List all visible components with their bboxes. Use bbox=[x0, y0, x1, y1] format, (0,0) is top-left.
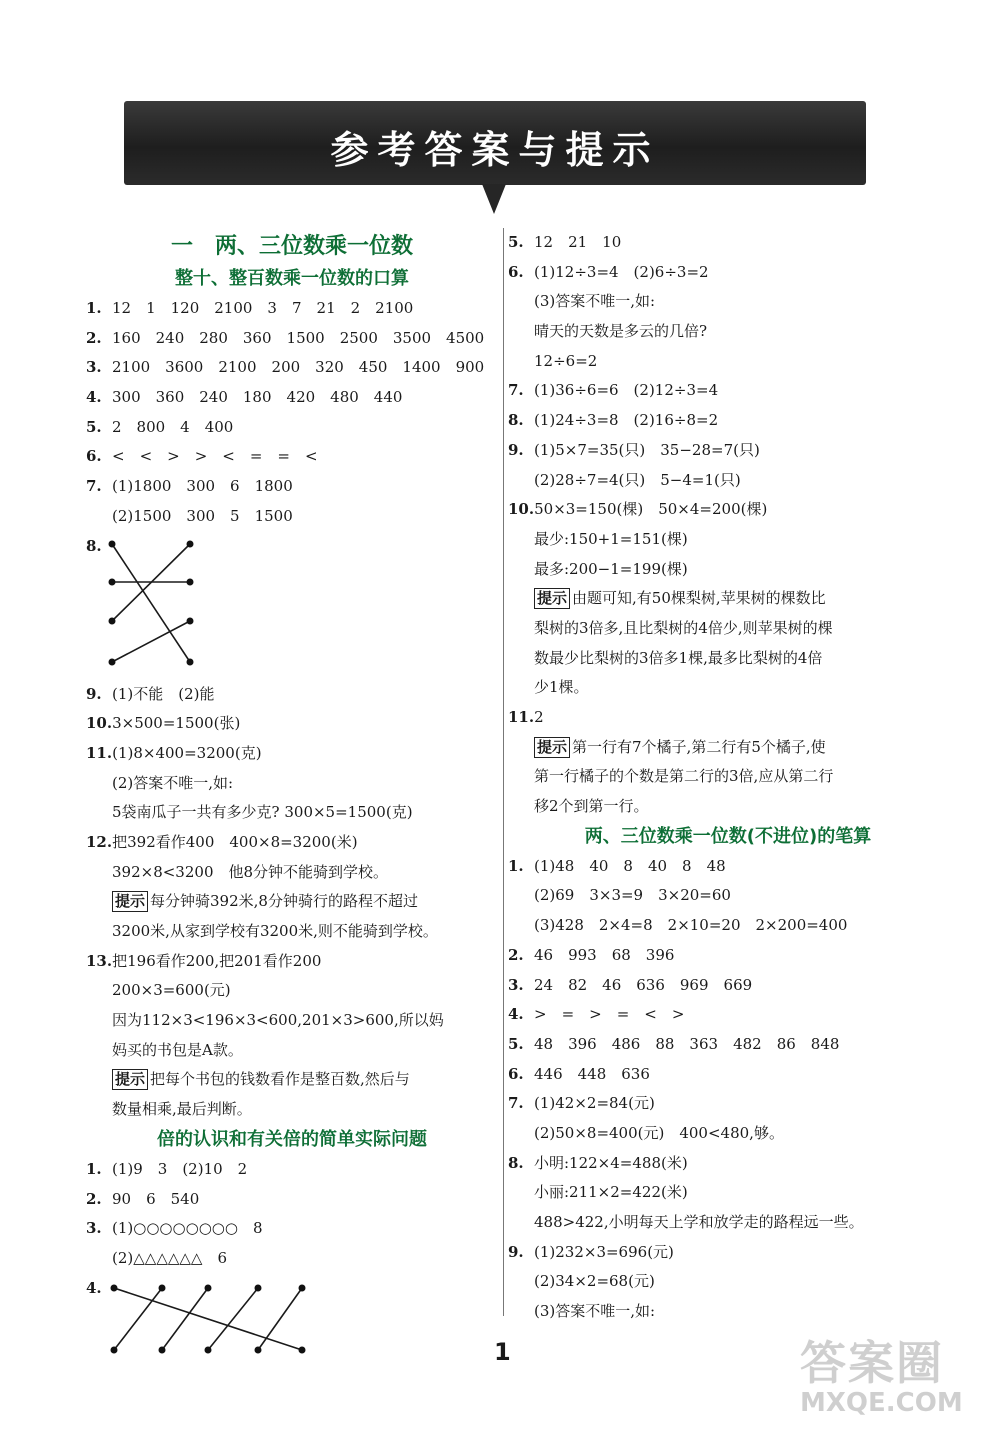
question-number: 6. bbox=[508, 1064, 524, 1083]
dot bbox=[299, 1346, 306, 1353]
section-title: 倍的认识和有关倍的简单实际问题 bbox=[157, 1128, 427, 1150]
dot bbox=[205, 1346, 212, 1353]
answer-line: 392×8<3200 他8分钟不能骑到学校。 bbox=[112, 862, 389, 881]
question-number: 7. bbox=[508, 1094, 524, 1113]
answer-text: (1)36÷6=6 (2)12÷3=4 bbox=[534, 381, 719, 400]
connector-line bbox=[162, 1288, 208, 1350]
column-divider bbox=[503, 228, 504, 1316]
dot bbox=[205, 1284, 212, 1291]
question-number: 5. bbox=[508, 233, 524, 251]
answer-text: 小明:122×4=488(米) bbox=[534, 1153, 688, 1172]
dot bbox=[159, 1346, 166, 1353]
header-banner bbox=[124, 101, 866, 185]
answer-line: 移2个到第一行。 bbox=[534, 797, 649, 816]
answer-row bbox=[508, 941, 948, 971]
answer-row bbox=[86, 532, 498, 680]
answer-text: (1)不能 (2)能 bbox=[112, 684, 215, 703]
question-number: 5. bbox=[508, 1034, 524, 1053]
hint-label: 提示 bbox=[112, 891, 148, 912]
answer-row bbox=[86, 1185, 498, 1215]
question-number: 5. bbox=[86, 417, 102, 436]
answer-row bbox=[508, 1060, 948, 1090]
answer-text: 48 396 486 88 363 482 86 848 bbox=[534, 1034, 840, 1053]
answer-row bbox=[508, 1000, 948, 1030]
dot bbox=[187, 658, 194, 665]
question-number: 4. bbox=[86, 1278, 102, 1297]
question-number: 7. bbox=[86, 477, 102, 496]
answer-line: 200×3=600(元) bbox=[112, 981, 231, 1000]
question-number: 13. bbox=[86, 951, 113, 970]
dot bbox=[111, 1346, 118, 1353]
dot bbox=[187, 617, 194, 624]
watermark-url: MXQE.COM bbox=[800, 1388, 963, 1418]
answer-line: 3200米,从家到学校有3200米,则不能骑到学校。 bbox=[112, 922, 438, 940]
answer-row bbox=[508, 852, 948, 882]
watermark bbox=[800, 1338, 980, 1426]
answer-line: (3)428 2×4=8 2×10=20 2×200=400 bbox=[534, 916, 848, 935]
question-number: 4. bbox=[508, 1005, 524, 1024]
answer-row bbox=[508, 1089, 948, 1119]
hint-row bbox=[508, 733, 948, 763]
matching-diagram bbox=[106, 538, 202, 668]
answer-row bbox=[86, 442, 498, 472]
answer-text: 2 800 4 400 bbox=[112, 417, 234, 436]
answer-text: 2100 3600 2100 200 320 450 1400 900 bbox=[112, 358, 485, 377]
hint-label: 提示 bbox=[534, 737, 570, 758]
answer-line: 最少:150+1=151(棵) bbox=[534, 529, 688, 548]
dot bbox=[299, 1284, 306, 1291]
dot bbox=[159, 1284, 166, 1291]
answer-text: (1)42×2=84(元) bbox=[534, 1094, 655, 1113]
answer-text: (1)12÷3=4 (2)6÷3=2 bbox=[534, 262, 709, 281]
right-column bbox=[508, 228, 948, 1327]
answer-text: 2 bbox=[534, 708, 544, 726]
answer-line: 因为112×3<196×3<600,201×3>600,所以妈 bbox=[112, 1011, 444, 1030]
answer-text: > = > = < > bbox=[534, 1005, 685, 1024]
answer-line: (2)28÷7=4(只) 5−4=1(只) bbox=[534, 470, 741, 489]
answer-line: 梨树的3倍多,且比梨树的4倍少,则苹果树的棵 bbox=[534, 618, 833, 637]
answer-text: (1)24÷3=8 (2)16÷8=2 bbox=[534, 411, 719, 430]
answer-row bbox=[86, 294, 498, 324]
hint-row bbox=[86, 887, 498, 917]
answer-row bbox=[86, 324, 498, 354]
answer-row bbox=[508, 436, 948, 466]
answer-row bbox=[508, 376, 948, 406]
question-number: 2. bbox=[508, 945, 524, 964]
question-number: 1. bbox=[508, 856, 524, 875]
answer-text: (1)1800 300 6 1800 bbox=[112, 477, 293, 496]
hint-text: 每分钟骑392米,8分钟骑行的路程不超过 bbox=[150, 892, 418, 911]
answer-line: 12÷6=2 bbox=[534, 351, 598, 370]
question-number: 10. bbox=[508, 500, 535, 519]
answer-text: (1)48 40 8 40 8 48 bbox=[534, 856, 726, 875]
question-number: 9. bbox=[508, 1242, 524, 1261]
answer-text: 24 82 46 636 969 669 bbox=[534, 975, 753, 994]
question-number: 7. bbox=[508, 381, 524, 400]
answer-line: 晴天的天数是多云的几倍? bbox=[534, 322, 708, 341]
answer-line: (3)答案不唯一,如: bbox=[534, 1302, 656, 1321]
connector-line bbox=[112, 544, 190, 662]
hint-row bbox=[86, 1065, 498, 1095]
question-number: 10. bbox=[86, 714, 113, 733]
answer-line: 5袋南瓜子一共有多少克? 300×5=1500(克) bbox=[112, 803, 413, 822]
question-number: 3. bbox=[86, 358, 102, 377]
answer-line: (2)50×8=400(元) 400<480,够。 bbox=[534, 1123, 784, 1142]
answer-text: 把196看作200,把201看作200 bbox=[112, 951, 322, 970]
answer-line: (2)△△△△△△ 6 bbox=[112, 1248, 228, 1267]
answer-row bbox=[86, 1214, 498, 1244]
answer-text: < < > > < = = < bbox=[112, 447, 318, 466]
answer-line: 数量相乘,最后判断。 bbox=[112, 1100, 252, 1119]
section-title: 整十、整百数乘一位数的口算 bbox=[175, 268, 409, 289]
page-title: 参考答案与提示 bbox=[330, 128, 660, 172]
question-number: 6. bbox=[508, 262, 524, 281]
answer-text: 90 6 540 bbox=[112, 1189, 200, 1208]
answer-row bbox=[86, 709, 498, 739]
answer-text: (1)5×7=35(只) 35−28=7(只) bbox=[534, 440, 760, 459]
answer-row bbox=[86, 947, 498, 977]
dot bbox=[255, 1284, 262, 1291]
answer-row bbox=[508, 703, 948, 733]
connector-line bbox=[112, 621, 190, 662]
question-number: 1. bbox=[86, 1159, 102, 1178]
answer-text: 300 360 240 180 420 480 440 bbox=[112, 388, 403, 407]
answer-row bbox=[86, 383, 498, 413]
question-number: 8. bbox=[508, 411, 524, 430]
connector-line bbox=[208, 1288, 258, 1350]
matching-diagram bbox=[106, 1280, 316, 1360]
chapter-title: 一 两、三位数乘一位数 bbox=[170, 234, 413, 259]
connector-line bbox=[114, 1288, 162, 1350]
answer-row bbox=[86, 680, 498, 710]
answer-row bbox=[508, 258, 948, 288]
question-number: 2. bbox=[86, 1189, 102, 1208]
answer-row bbox=[508, 1030, 948, 1060]
answer-text: (1)○○○○○○○○ 8 bbox=[112, 1219, 263, 1238]
answer-row bbox=[86, 413, 498, 443]
question-number: 8. bbox=[86, 536, 102, 555]
answer-text: 3×500=1500(张) bbox=[112, 714, 241, 733]
watermark-logo: 答案圈 bbox=[800, 1336, 944, 1390]
question-number: 3. bbox=[508, 975, 524, 994]
answer-row bbox=[508, 406, 948, 436]
dot bbox=[109, 540, 116, 547]
question-number: 11. bbox=[86, 743, 113, 762]
dot bbox=[109, 658, 116, 665]
question-number: 6. bbox=[86, 447, 102, 466]
answer-line: (2)答案不唯一,如: bbox=[112, 773, 234, 792]
question-number: 8. bbox=[508, 1153, 524, 1172]
answer-text: 46 993 68 396 bbox=[534, 945, 675, 964]
answer-line: (2)69 3×3=9 3×20=60 bbox=[534, 886, 731, 905]
dot bbox=[111, 1284, 118, 1291]
answer-text: (1)232×3=696(元) bbox=[534, 1242, 674, 1261]
page-number: 1 bbox=[494, 1338, 511, 1366]
hint-row bbox=[508, 584, 948, 614]
hint-text: 第一行有7个橘子,第二行有5个橘子,使 bbox=[572, 737, 826, 756]
connector-line bbox=[114, 1288, 302, 1350]
answer-row bbox=[86, 1155, 498, 1185]
dot bbox=[187, 578, 194, 585]
answer-row bbox=[86, 1274, 498, 1364]
dot bbox=[109, 578, 116, 585]
question-number: 12. bbox=[86, 832, 113, 851]
hint-text: 把每个书包的钱数看作是整百数,然后与 bbox=[150, 1070, 410, 1089]
answer-row bbox=[508, 495, 948, 525]
question-number: 2. bbox=[86, 328, 102, 347]
hint-text: 由题可知,有50棵梨树,苹果树的棵数比 bbox=[572, 589, 826, 608]
dot bbox=[255, 1346, 262, 1353]
answer-text: 12 21 10 bbox=[534, 233, 622, 251]
answer-row bbox=[508, 1149, 948, 1179]
question-number: 9. bbox=[508, 440, 524, 459]
answer-row bbox=[508, 228, 948, 258]
answer-line: 第一行橘子的个数是第二行的3倍,应从第二行 bbox=[534, 767, 834, 786]
answer-line: 小丽:211×2=422(米) bbox=[534, 1183, 688, 1202]
question-number: 3. bbox=[86, 1219, 102, 1238]
dot bbox=[109, 617, 116, 624]
answer-text: (1)9 3 (2)10 2 bbox=[112, 1159, 248, 1178]
answer-text: (1)8×400=3200(克) bbox=[112, 743, 262, 762]
answer-row bbox=[86, 472, 498, 502]
question-number: 11. bbox=[508, 708, 535, 726]
answer-row bbox=[86, 739, 498, 769]
answer-row bbox=[508, 1238, 948, 1268]
hint-label: 提示 bbox=[534, 588, 570, 609]
question-number: 1. bbox=[86, 299, 102, 317]
answer-line: 最多:200−1=199(棵) bbox=[534, 559, 688, 578]
answer-line: 妈买的书包是A款。 bbox=[112, 1040, 243, 1059]
question-number: 9. bbox=[86, 684, 102, 703]
connector-line bbox=[258, 1288, 302, 1350]
answer-text: 把392看作400 400×8=3200(米) bbox=[112, 832, 358, 851]
answer-text: 446 448 636 bbox=[534, 1064, 650, 1083]
dot bbox=[187, 540, 194, 547]
answer-row bbox=[508, 971, 948, 1001]
answer-text: 160 240 280 360 1500 2500 3500 4500 bbox=[112, 328, 485, 347]
section-title: 两、三位数乘一位数(不进位)的笔算 bbox=[584, 825, 872, 847]
hint-label: 提示 bbox=[112, 1069, 148, 1090]
answer-line: (3)答案不唯一,如: bbox=[534, 292, 656, 311]
answer-line: 少1棵。 bbox=[534, 678, 589, 697]
answer-row bbox=[86, 828, 498, 858]
answer-line: 488>422,小明每天上学和放学走的路程远一些。 bbox=[534, 1213, 864, 1231]
left-column bbox=[86, 228, 498, 1364]
answer-text: 12 1 120 2100 3 7 21 2 2100 bbox=[112, 299, 414, 317]
answer-line: (2)34×2=68(元) bbox=[534, 1272, 655, 1291]
question-number: 4. bbox=[86, 388, 102, 407]
banner-notch bbox=[482, 184, 506, 214]
answer-line: 数最少比梨树的3倍多1棵,最多比梨树的4倍 bbox=[534, 648, 823, 667]
answer-text: 50×3=150(棵) 50×4=200(棵) bbox=[534, 500, 768, 519]
answer-row bbox=[86, 353, 498, 383]
answer-line: (2)1500 300 5 1500 bbox=[112, 506, 293, 525]
